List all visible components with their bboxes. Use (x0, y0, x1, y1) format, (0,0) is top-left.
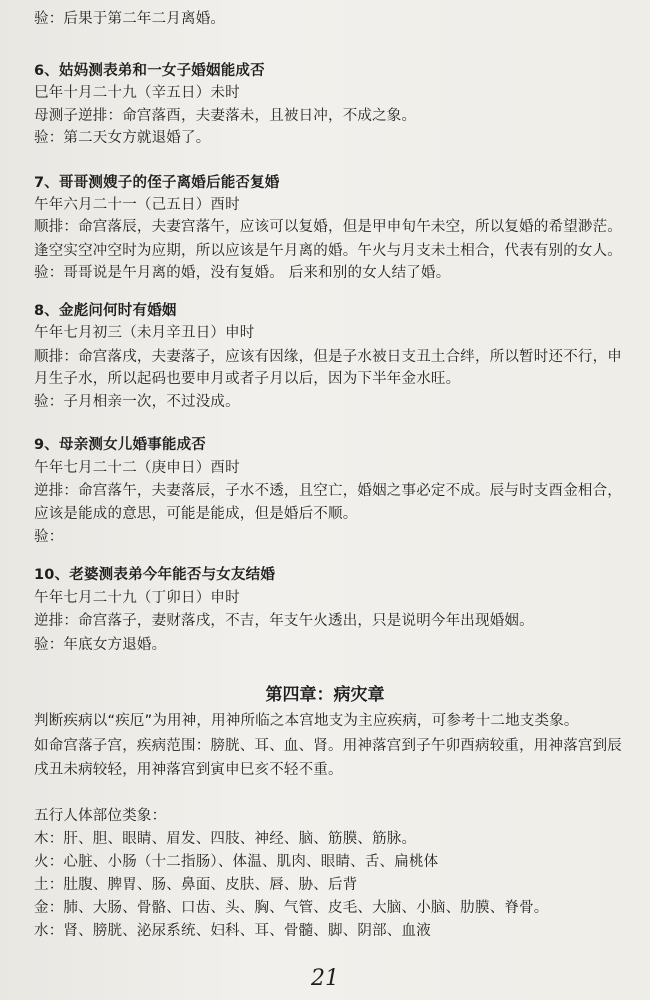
case-analysis: 母测子逆排：命宫落酉，夫妻落未，且被日冲，不成之象。 (34, 108, 417, 124)
case-analysis: 逆排：命宫落午，夫妻落辰，子水不透，且空亡，婚姻之事必定不成。辰与时支酉金相合， (34, 483, 622, 499)
case-date: 巳年十月二十九（辛五日）未时 (34, 85, 240, 101)
case-heading: 9、母亲测女儿婚事能成否 (34, 437, 206, 453)
chapter-paragraph: 如命宫落子宫，疾病范围：膀胱、耳、血、肾。用神落宫到子午卯酉病较重，用神落宫到辰 (34, 738, 622, 754)
case-analysis: 顺排：命宫落辰，夫妻宫落午，应该可以复婚，但是甲申旬午未空，所以复婚的希望渺茫。 (34, 219, 622, 235)
element-wood: 木：肝、胆、眼睛、眉发、四肢、神经、脑、筋膜、筋脉。 (34, 831, 417, 847)
chapter-paragraph: 判断疾病以“疾厄”为用神，用神所临之本宫地支为主应疾病，可参考十二地支类象。 (34, 713, 579, 729)
verification-line: 验：哥哥说是午月离的婚，没有复婚。 后来和别的女人结了婚。 (34, 265, 451, 281)
verification-line: 验：第二天女方就退婚了。 (34, 130, 211, 146)
case-date: 午年七月二十二（庚申日）酉时 (34, 460, 240, 476)
verification-line: 验：年底女方退婚。 (34, 637, 167, 653)
verification-line: 验：后果于第二年二月离婚。 (34, 11, 226, 27)
chapter-title: 第四章：病灾章 (265, 685, 385, 705)
case-heading: 7、哥哥测嫂子的侄子离婚后能否复婚 (34, 175, 280, 191)
element-water: 水：肾、膀胱、泌尿系统、妇科、耳、骨髓、脚、阴部、血液 (34, 923, 431, 939)
case-analysis: 月生子水，所以起码也要申月或者子月以后，因为下半年金水旺。 (34, 371, 461, 387)
case-heading: 8、金彪问何时有婚姻 (34, 303, 177, 319)
case-date: 午年七月初三（未月辛丑日）申时 (34, 325, 255, 341)
case-date: 午年六月二十一（己五日）酉时 (34, 197, 240, 213)
case-analysis: 逆排：命宫落子，妻财落戌，不吉，年支午火透出，只是说明今年出现婚姻。 (34, 613, 534, 629)
section-heading: 五行人体部位类象： (34, 808, 167, 824)
page-number: 21 (311, 966, 339, 991)
case-analysis: 应该是能成的意思，可能是能成，但是婚后不顺。 (34, 506, 358, 522)
case-heading: 10、老婆测表弟今年能否与女友结婚 (34, 567, 276, 583)
case-heading: 6、姑妈测表弟和一女子婚姻能成否 (34, 63, 265, 79)
chapter-paragraph: 戌丑未病较轻，用神落宫到寅申巳亥不轻不重。 (34, 762, 343, 778)
element-fire: 火：心脏、小肠（十二指肠）、体温、肌肉、眼睛、舌、扁桃体 (34, 854, 439, 870)
case-date: 午年七月二十九（丁卯日）申时 (34, 590, 240, 606)
case-analysis: 逢空实空冲空时为应期，所以应该是午月离的婚。午火与月支未土相合，代表有别的女人。 (34, 243, 622, 259)
case-analysis: 顺排：命宫落戌，夫妻落子，应该有因缘，但是子水被日支丑土合绊，所以暂时还不行，申 (34, 349, 622, 365)
verification-line: 验：子月相亲一次，不过没成。 (34, 394, 240, 410)
element-metal: 金：肺、大肠、骨骼、口齿、头、胸、气管、皮毛、大脑、小脑、肋膜、脊骨。 (34, 900, 549, 916)
element-earth: 土：肚腹、脾胃、肠、鼻面、皮肤、唇、胁、后背 (34, 877, 358, 893)
verification-line: 验： (34, 529, 64, 545)
